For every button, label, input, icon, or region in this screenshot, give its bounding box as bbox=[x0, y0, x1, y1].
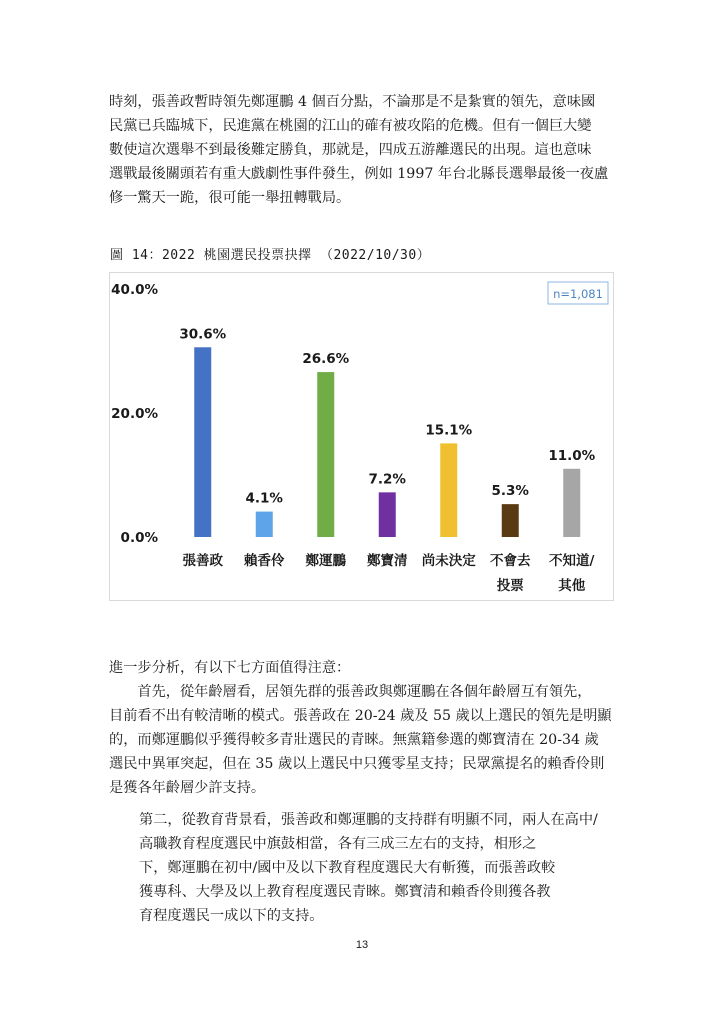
analysis-lead: 進一步分析，有以下七方面值得注意： bbox=[109, 660, 351, 676]
data-label: 5.3% bbox=[491, 483, 529, 500]
vote-choice-chart bbox=[109, 272, 614, 601]
intro-line: 數使這次選舉不到最後難定勝負，那就是，四成五游離選民的出現。這也意味 bbox=[109, 142, 592, 158]
second-point-paragraph bbox=[139, 808, 621, 928]
second-point-line: 高職教育程度選民中旗鼓相當，各有三成三左右的支持，相形之 bbox=[139, 836, 537, 852]
bar bbox=[563, 469, 580, 537]
first-point-line: 首先，從年齡層看，居領先群的張善政與鄭運鵬在各個年齡層互有領先， bbox=[109, 684, 592, 700]
bar bbox=[379, 492, 396, 537]
second-point-line: 獲專科、大學及以上教育程度選民青睞。鄭寶清和賴香伶則獲各教 bbox=[139, 884, 551, 900]
bar bbox=[502, 504, 519, 537]
data-label: 15.1% bbox=[425, 422, 473, 439]
data-label: 26.6% bbox=[302, 351, 350, 368]
figure-title: 圖 14：2022 桃園選民投票抉擇 （2022/10/30） bbox=[110, 248, 431, 263]
intro-line: 民黨已兵臨城下，民進黨在桃園的江山的確有被攻陷的危機。但有一個巨大變 bbox=[109, 118, 592, 134]
analysis-section bbox=[109, 656, 619, 800]
bar bbox=[440, 443, 457, 537]
category-label: 其他 bbox=[558, 578, 586, 594]
category-label: 張善政 bbox=[182, 553, 223, 569]
data-label: 11.0% bbox=[548, 447, 596, 464]
category-label: 賴香伶 bbox=[244, 553, 285, 569]
y-tick-label: 0.0% bbox=[120, 530, 158, 546]
y-tick-label: 40.0% bbox=[111, 282, 158, 298]
first-point-line: 是獲各年齡層少許支持。 bbox=[109, 780, 266, 796]
second-point-line: 第二，從教育背景看，張善政和鄭運鵬的支持群有明顯不同，兩人在高中/ bbox=[139, 812, 598, 828]
category-label: 不知道/ bbox=[549, 553, 595, 569]
data-label: 4.1% bbox=[245, 490, 283, 507]
y-tick-label: 20.0% bbox=[111, 406, 158, 422]
category-label: 投票 bbox=[496, 578, 524, 594]
intro-line: 時刻，張善政暫時領先鄭運鵬 4 個百分點，不論那是不是紮實的領先，意味國 bbox=[109, 94, 596, 110]
second-point-line: 育程度選民一成以下的支持。 bbox=[139, 908, 324, 924]
intro-line: 修一驚天一跪，很可能一舉扭轉戰局。 bbox=[109, 190, 351, 206]
category-label: 鄭寶清 bbox=[367, 553, 408, 569]
page-number: 13 bbox=[355, 939, 369, 951]
intro-line: 選戰最後關頭若有重大戲劇性事件發生，例如 1997 年台北縣長選舉最後一夜盧 bbox=[109, 166, 609, 182]
second-point-line: 下，鄭運鵬在初中/國中及以下教育程度選民大有斬獲，而張善政較 bbox=[139, 860, 556, 876]
first-point-line: 目前看不出有較清晰的模式。張善政在 20-24 歲及 55 歲以上選民的領先是明顯 bbox=[109, 708, 612, 724]
bar bbox=[194, 347, 211, 537]
chart-canvas bbox=[110, 273, 615, 602]
data-label: 30.6% bbox=[179, 326, 227, 343]
sample-size-note: n=1,081 bbox=[553, 287, 603, 301]
category-label: 不會去 bbox=[490, 553, 531, 569]
bar bbox=[256, 512, 273, 537]
category-label: 鄭運鵬 bbox=[305, 553, 346, 569]
data-label: 7.2% bbox=[368, 471, 406, 488]
category-label: 尚未決定 bbox=[421, 553, 476, 569]
first-point-line: 的，而鄭運鵬似乎獲得較多青壯選民的青睞。無黨籍參選的鄭寶清在 20-34 歲 bbox=[109, 732, 599, 748]
first-point-line: 選民中異軍突起，但在 35 歲以上選民中只獲零星支持；民眾黨提名的賴香伶則 bbox=[109, 756, 605, 772]
intro-paragraph bbox=[109, 90, 619, 210]
bar bbox=[317, 372, 334, 537]
